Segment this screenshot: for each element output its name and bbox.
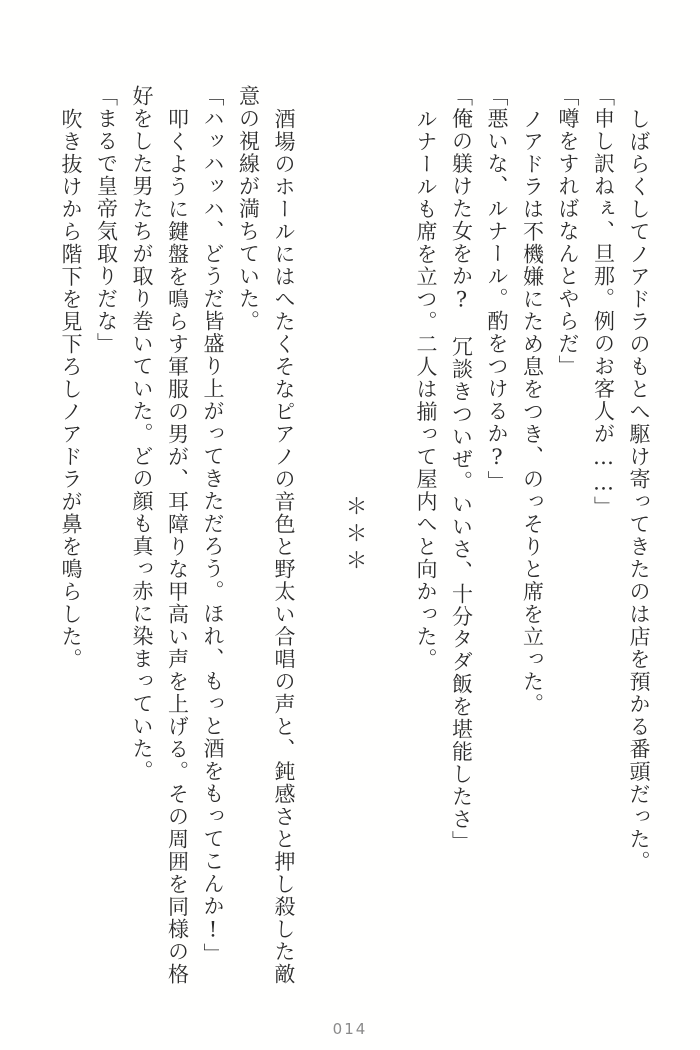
text-line: 「噂をすればなんとやらだ」 [556,85,580,378]
text-line: 「悪いな、ルナール。酌をつけるか?」 [485,85,509,493]
text-line: 好をした男たちが取り巻いていた。どの顔も真っ赤に染まっていた。 [130,85,154,783]
text-line: 「まるで皇帝気取りだな」 [94,85,119,355]
page-number: 014 [332,1020,368,1038]
text-line: 叩くように鍵盤を鳴らす軍服の男が、耳障りな甲高い声を上げる。その周囲を同様の格 [165,108,190,986]
text-line [301,85,337,985]
text-line: 酒場のホールにはへたくそなピアノの音色と野太い合唱の声と、鈍感さと押し殺した敵 [272,108,296,986]
text-line: 吹き抜けから階下を見下ろしノアドラが鼻を鳴らした。 [59,108,83,671]
text-line: 意の視線が満ちていた。 [236,85,261,333]
text-line: しばらくしてノアドラのもとへ駆け寄ってきたのは店を預かる番頭だった。 [627,108,651,873]
text-line: 「ハッハッハ、どうだ皆盛り上がってきただろう。ほれ、もっと酒をもってこんか!」 [201,85,225,966]
text-line: ノアドラは不機嫌にため息をつき、のっそりと席を立った。 [520,108,545,716]
text-line: 「俺の躾けた女をか? 冗談きついぜ。いいさ、十分タダ飯を堪能したさ」 [449,85,474,853]
vertical-text-block [53,85,657,985]
text-line: 「申し訳ねぇ、旦那。例のお客人が……」 [591,85,616,519]
text-line [372,85,408,985]
scene-separator: ＊＊＊ [342,494,367,576]
text-line: ルナールも席を立つ。二人は揃って屋内へと向かった。 [414,108,438,671]
